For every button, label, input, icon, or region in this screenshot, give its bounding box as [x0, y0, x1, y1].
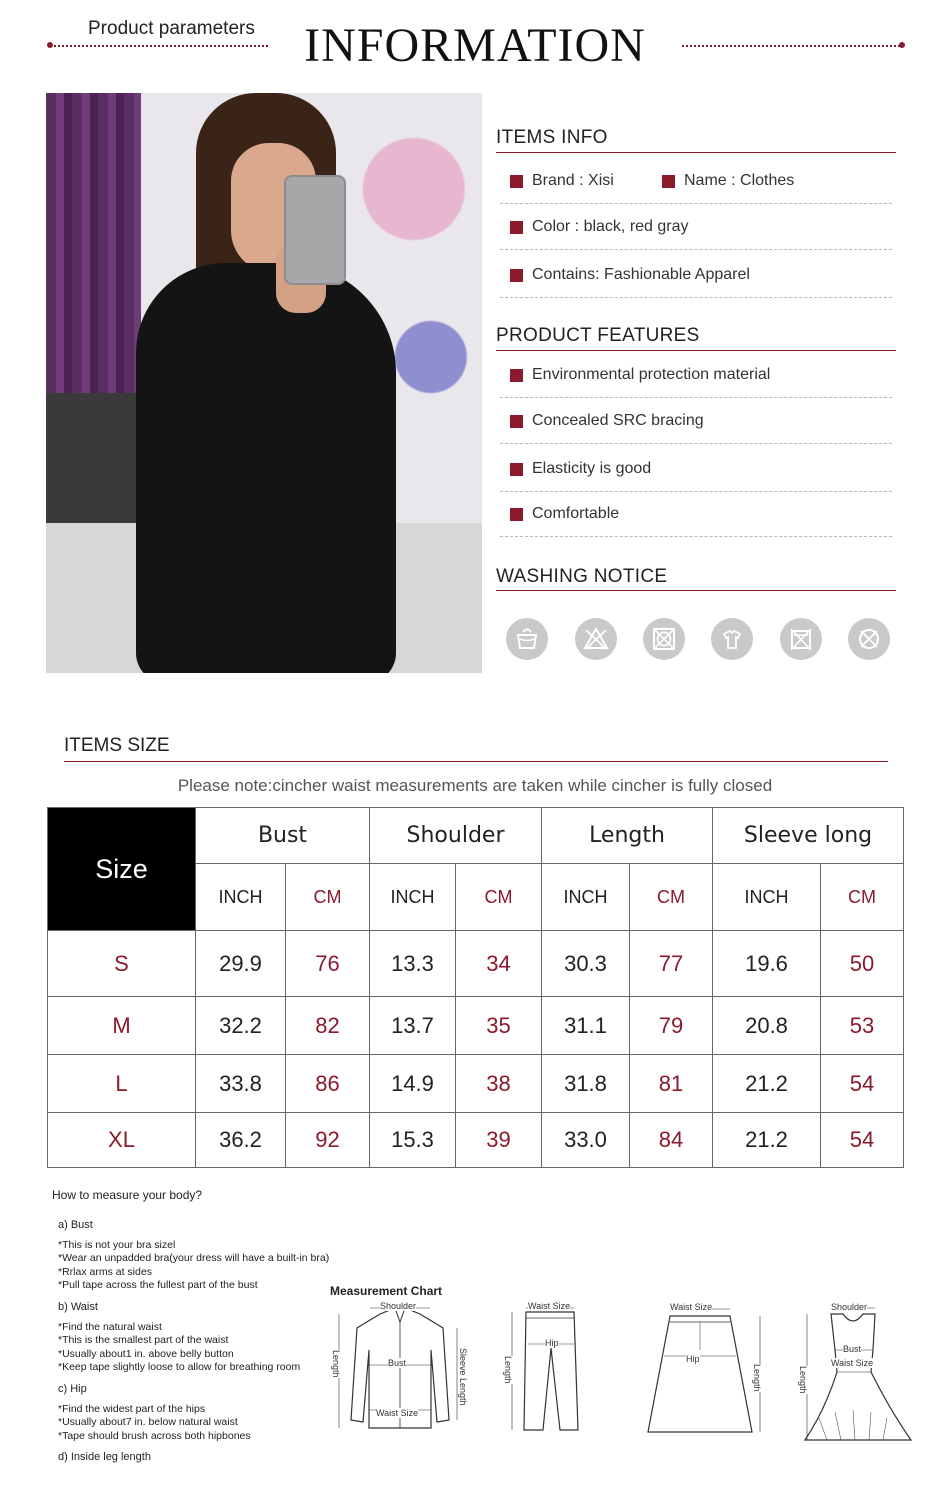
- info-row-brand-name: [500, 158, 892, 204]
- bullet-icon: [510, 508, 523, 521]
- dress-length-label: Length: [798, 1366, 808, 1394]
- instruction-line: *Find the natural waist: [58, 1320, 162, 1333]
- dress-diagram: [795, 1300, 925, 1450]
- feature-row: [500, 446, 892, 492]
- sleeve-inch-value: 19.6: [713, 931, 821, 997]
- feature-item: [510, 366, 770, 384]
- shirt-length-label: Length: [331, 1350, 341, 1378]
- bullet-icon: [662, 175, 675, 188]
- header-dot-right: [899, 42, 905, 48]
- shirt-waist-label: Waist Size: [376, 1408, 419, 1418]
- sleeve-cm-value: 54: [821, 1113, 904, 1168]
- sleeve-inch-value: 21.2: [713, 1113, 821, 1168]
- instruction-line: *Usually about7 in. below natural waist: [58, 1416, 238, 1429]
- feature-item: [510, 460, 651, 478]
- skirt-hip-label: Hip: [686, 1354, 700, 1364]
- shoulder-cm-value: 38: [456, 1055, 542, 1113]
- shirt-sleeve-label: Sleeve Length: [458, 1348, 468, 1406]
- length-inch-value: 33.0: [542, 1113, 630, 1168]
- bullet-icon: [510, 269, 523, 282]
- feature-item: [510, 505, 619, 523]
- size-header-cell: Size: [48, 808, 196, 931]
- table-row: [48, 931, 904, 997]
- size-label: M: [48, 997, 196, 1055]
- product-features-title: PRODUCT FEATURES: [496, 325, 700, 346]
- instruction-line: *This is not your bra sizel: [58, 1238, 176, 1251]
- skirt-waist-label: Waist Size: [670, 1302, 713, 1312]
- sleeve-cm-value: 53: [821, 997, 904, 1055]
- bust-inch-value: 32.2: [196, 997, 286, 1055]
- bullet-icon: [510, 175, 523, 188]
- dress-shoulder-label: Shoulder: [831, 1302, 868, 1312]
- instruction-line: *Wear an unpadded bra(your dress will have a built-in bra): [58, 1252, 330, 1265]
- color-text: Color : black, red gray: [532, 218, 689, 235]
- sleeve-cm-value: 54: [821, 1055, 904, 1113]
- bust-inch-value: 29.9: [196, 931, 286, 997]
- size-table-header-row: [48, 808, 904, 864]
- shirt-bust-label: Bust: [388, 1358, 407, 1368]
- unit-cm: CM: [630, 864, 713, 931]
- waist-heading: b) Waist: [58, 1301, 98, 1313]
- do-not-dry-clean-icon: [848, 618, 890, 660]
- contains-text: Contains: Fashionable Apparel: [532, 266, 750, 283]
- feature-row: [500, 352, 892, 398]
- iron-icon: [711, 618, 753, 660]
- length-header: Length: [542, 808, 713, 864]
- instruction-line: *Find the widest part of the hips: [58, 1402, 206, 1415]
- items-info-rule: [496, 152, 896, 153]
- brand-text: Brand : Xisi: [532, 172, 614, 189]
- unit-cm: CM: [286, 864, 370, 931]
- do-not-wring-icon: [780, 618, 822, 660]
- bust-instructions: [58, 1219, 329, 1293]
- sleeve-header: Sleeve long: [713, 808, 904, 864]
- bullet-icon: [510, 369, 523, 382]
- size-label: S: [48, 931, 196, 997]
- header-divider-left: [50, 45, 268, 47]
- feature-item: [510, 412, 704, 430]
- name-text: Name : Clothes: [684, 172, 795, 189]
- pants-length-label: Length: [503, 1356, 513, 1384]
- instruction-line: *Tape should brush across both hipbones: [58, 1429, 251, 1442]
- waist-instructions: [58, 1301, 300, 1375]
- items-size-title: ITEMS SIZE: [64, 735, 170, 756]
- shirt-diagram: [325, 1300, 475, 1440]
- product-photo: [46, 93, 482, 673]
- unit-inch: INCH: [370, 864, 456, 931]
- length-cm-value: 79: [630, 997, 713, 1055]
- hip-instructions: [58, 1383, 251, 1443]
- unit-inch: INCH: [542, 864, 630, 931]
- inside-leg-instructions: [58, 1451, 151, 1471]
- unit-inch: INCH: [713, 864, 821, 931]
- page-title: INFORMATION: [304, 19, 646, 72]
- sleeve-cm-value: 50: [821, 931, 904, 997]
- bullet-icon: [510, 463, 523, 476]
- items-size-rule: [64, 761, 888, 762]
- bullet-icon: [510, 415, 523, 428]
- bust-cm-value: 82: [286, 997, 370, 1055]
- do-not-tumble-dry-icon: [643, 618, 685, 660]
- dress-bust-label: Bust: [843, 1344, 862, 1354]
- table-row: [48, 1113, 904, 1168]
- washing-icons: [506, 618, 891, 662]
- length-cm-value: 84: [630, 1113, 713, 1168]
- feature-text: Environmental protection material: [532, 366, 771, 383]
- shoulder-inch-value: 14.9: [370, 1055, 456, 1113]
- feature-row: [500, 398, 892, 444]
- length-inch-value: 31.1: [542, 997, 630, 1055]
- product-features-rule: [496, 350, 896, 351]
- unit-cm: CM: [456, 864, 542, 931]
- contains-item: [510, 266, 750, 284]
- size-note: Please note:cincher waist measurements are taken while cincher is fully closed: [177, 776, 773, 795]
- length-cm-value: 77: [630, 931, 713, 997]
- bust-header: Bust: [196, 808, 370, 864]
- hand-wash-icon: [506, 618, 548, 660]
- length-inch-value: 31.8: [542, 1055, 630, 1113]
- name-item: [662, 172, 794, 190]
- length-inch-value: 30.3: [542, 931, 630, 997]
- feature-text: Elasticity is good: [532, 460, 652, 477]
- unit-cm: CM: [821, 864, 904, 931]
- shoulder-header: Shoulder: [370, 808, 542, 864]
- items-info-title: ITEMS INFO: [496, 127, 608, 148]
- sleeve-inch-value: 20.8: [713, 997, 821, 1055]
- pants-diagram: [496, 1300, 596, 1440]
- bust-inch-value: 33.8: [196, 1055, 286, 1113]
- size-label: L: [48, 1055, 196, 1113]
- feature-text: Comfortable: [532, 505, 620, 522]
- do-not-bleach-icon: [575, 618, 617, 660]
- brand-item: [510, 172, 614, 190]
- washing-notice-rule: [496, 590, 896, 591]
- size-label: XL: [48, 1113, 196, 1168]
- pants-waist-label: Waist Size: [528, 1301, 571, 1311]
- table-row: [48, 1055, 904, 1113]
- info-row-color: [500, 204, 892, 250]
- shoulder-inch-value: 15.3: [370, 1113, 456, 1168]
- measurement-chart-title: Measurement Chart: [330, 1284, 443, 1298]
- instruction-line: *Pull tape across the fullest part of the bust: [58, 1279, 258, 1292]
- pants-hip-label: Hip: [545, 1338, 559, 1348]
- shoulder-cm-value: 34: [456, 931, 542, 997]
- bust-cm-value: 76: [286, 931, 370, 997]
- dress-waist-label: Waist Size: [831, 1358, 874, 1368]
- feature-row: [500, 491, 892, 537]
- bust-cm-value: 92: [286, 1113, 370, 1168]
- skirt-length-label: Length: [752, 1364, 762, 1392]
- skirt-diagram: [640, 1300, 770, 1440]
- info-row-contains: [500, 252, 892, 298]
- unit-inch: INCH: [196, 864, 286, 931]
- instruction-line: *Rrlax arms at sides: [58, 1265, 152, 1278]
- shoulder-inch-value: 13.3: [370, 931, 456, 997]
- instruction-line: *Keep tape slightly loose to allow for breathing room: [58, 1361, 301, 1374]
- instruction-line: *This is the smallest part of the waist: [58, 1334, 229, 1347]
- sleeve-inch-value: 21.2: [713, 1055, 821, 1113]
- washing-notice-title: WASHING NOTICE: [496, 566, 668, 587]
- table-row: [48, 997, 904, 1055]
- product-parameters-label: Product parameters: [88, 18, 255, 39]
- bust-heading: a) Bust: [58, 1219, 93, 1231]
- size-table: [47, 807, 904, 1168]
- shirt-shoulder-label: Shoulder: [380, 1301, 417, 1311]
- shoulder-cm-value: 35: [456, 997, 542, 1055]
- bust-cm-value: 86: [286, 1055, 370, 1113]
- shoulder-cm-value: 39: [456, 1113, 542, 1168]
- length-cm-value: 81: [630, 1055, 713, 1113]
- instruction-line: *Usually about1 in. above belly button: [58, 1347, 234, 1360]
- how-to-measure-title: How to measure your body?: [52, 1188, 203, 1202]
- hip-heading: c) Hip: [58, 1383, 87, 1395]
- feature-text: Concealed SRC bracing: [532, 412, 704, 429]
- color-item: [510, 218, 689, 236]
- inside-leg-heading: d) Inside leg length: [58, 1451, 151, 1463]
- bust-inch-value: 36.2: [196, 1113, 286, 1168]
- bullet-icon: [510, 221, 523, 234]
- shoulder-inch-value: 13.7: [370, 997, 456, 1055]
- header-divider-right: [682, 45, 900, 47]
